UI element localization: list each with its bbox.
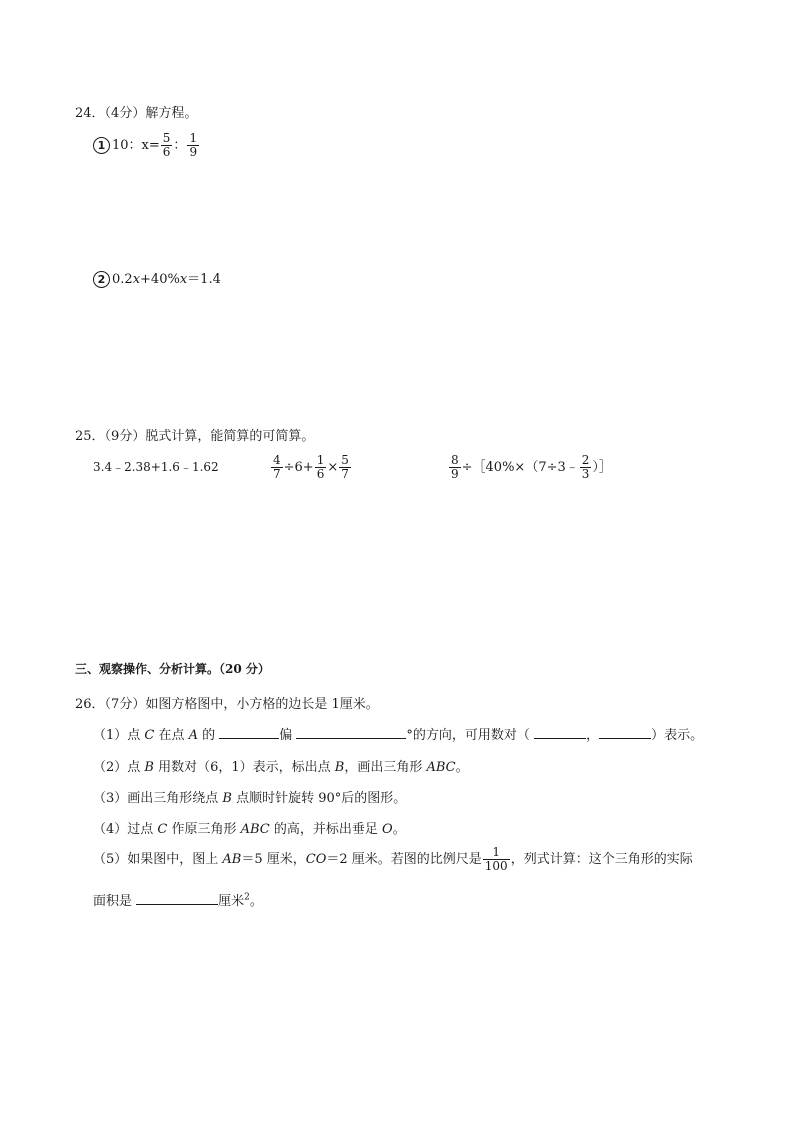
q26-part-5 (93, 846, 693, 873)
fraction-8-9: $\frac{8}{9}$ (451, 453, 459, 481)
p4-c: 的高，并标出垂足 (269, 822, 383, 837)
q26-header: 26．（7分）如图方格图中，小方格的边长是 1厘米。 (75, 697, 379, 712)
triangle-abc: ABC (240, 822, 270, 837)
p1-g: ）表示。 (651, 728, 704, 743)
eq1-prefix: 10： (112, 138, 142, 153)
fraction-4-7: $\frac{4}{7}$ (273, 453, 281, 481)
p5b-c: 。 (249, 894, 263, 909)
eq1-x-equals: x= (141, 138, 160, 153)
p5-b: ＝5 厘米， (241, 852, 306, 867)
q25-expression-3 (448, 454, 612, 481)
scale-fraction: $\frac{1}{100}$ (484, 845, 508, 873)
p1-f: ， (586, 728, 600, 743)
p1-d: 偏 (279, 728, 297, 743)
eq2-var-x2: x (179, 272, 188, 287)
q26-part-5-line-2 (93, 890, 263, 909)
point-c: C (144, 728, 155, 743)
segment-co: CO (305, 852, 327, 867)
q25-expression-1: 3.4﹣2.38+1.6﹣1.62 (93, 460, 219, 474)
eq2-part-a: 0.2 (112, 272, 133, 287)
circled-number-2: 2 (93, 271, 110, 288)
blank-direction[interactable] (219, 726, 279, 739)
p2-a: （2）点 (93, 760, 145, 775)
point-o: O (382, 822, 393, 837)
p1-b: 在点 (154, 728, 189, 743)
point-c: C (157, 822, 168, 837)
p4-d: 。 (392, 822, 406, 837)
expr3-op1: ÷［40%×（7÷3﹣ (461, 460, 579, 475)
q26-part-2 (93, 756, 469, 775)
q24-equation-1 (93, 132, 200, 159)
fraction-1-9: $\frac{1}{9}$ (189, 131, 198, 159)
q25-expression-2 (270, 454, 352, 481)
point-b-2: B (334, 760, 345, 775)
expr3-close: ）］ (592, 460, 612, 475)
p5-d: ，列式计算：这个三角形的实际 (510, 852, 693, 867)
q26-part-3 (93, 787, 406, 806)
blank-area[interactable] (136, 892, 218, 905)
eq1-colon: ： (173, 138, 187, 153)
p2-c: ，画出三角形 (344, 760, 427, 775)
section-3-heading: 三、观察操作、分析计算。（20 分） (75, 662, 270, 676)
expr2-op1: ÷6+ (283, 460, 314, 475)
triangle-abc: ABC (426, 760, 456, 775)
fraction-2-3: $\frac{2}{3}$ (581, 453, 590, 481)
blank-pair-x[interactable] (534, 726, 586, 739)
point-a: A (188, 728, 199, 743)
q26-part-1 (93, 724, 703, 743)
blank-angle[interactable] (296, 726, 406, 739)
eq2-var-x: x (132, 272, 141, 287)
expr2-op2: × (327, 460, 339, 475)
point-b: B (222, 791, 232, 806)
p1-e: °的方向，可用数对（ (406, 728, 535, 743)
p5b-a: 面积是 (93, 894, 137, 909)
q24-equation-2 (93, 268, 221, 288)
p3-a: （3）画出三角形绕点 (93, 791, 223, 806)
eq2-part-b: +40% (140, 272, 180, 287)
blank-pair-y[interactable] (599, 726, 651, 739)
p4-b: 作原三角形 (167, 822, 241, 837)
q25-header: 25．（9分）脱式计算，能简算的可简算。 (75, 429, 315, 444)
q24-header: 24．（4分）解方程。 (75, 106, 198, 121)
point-b: B (144, 760, 154, 775)
p4-a: （4）过点 (93, 822, 158, 837)
circled-number-1: 1 (93, 137, 110, 154)
p2-b: 用数对（6，1）表示，标出点 (153, 760, 335, 775)
p5-c: ＝2 厘米。若图的比例尺是 (326, 852, 482, 867)
fraction-5-6: $\frac{5}{6}$ (162, 131, 171, 159)
q26-part-4 (93, 818, 406, 837)
segment-ab: AB (222, 852, 242, 867)
p5b-b: 厘米 (218, 894, 245, 909)
p5-a: （5）如果图中，图上 (93, 852, 223, 867)
p3-b: 点顺时针旋转 90°后的图形。 (231, 791, 407, 806)
fraction-5-7: $\frac{5}{7}$ (341, 453, 349, 481)
p1-a: （1）点 (93, 728, 145, 743)
p1-c: 的 (198, 728, 220, 743)
p2-d: 。 (455, 760, 469, 775)
superscript-2: 2 (244, 892, 250, 903)
fraction-1-6: $\frac{1}{6}$ (316, 453, 325, 481)
eq2-part-c: ＝1.4 (187, 272, 221, 287)
